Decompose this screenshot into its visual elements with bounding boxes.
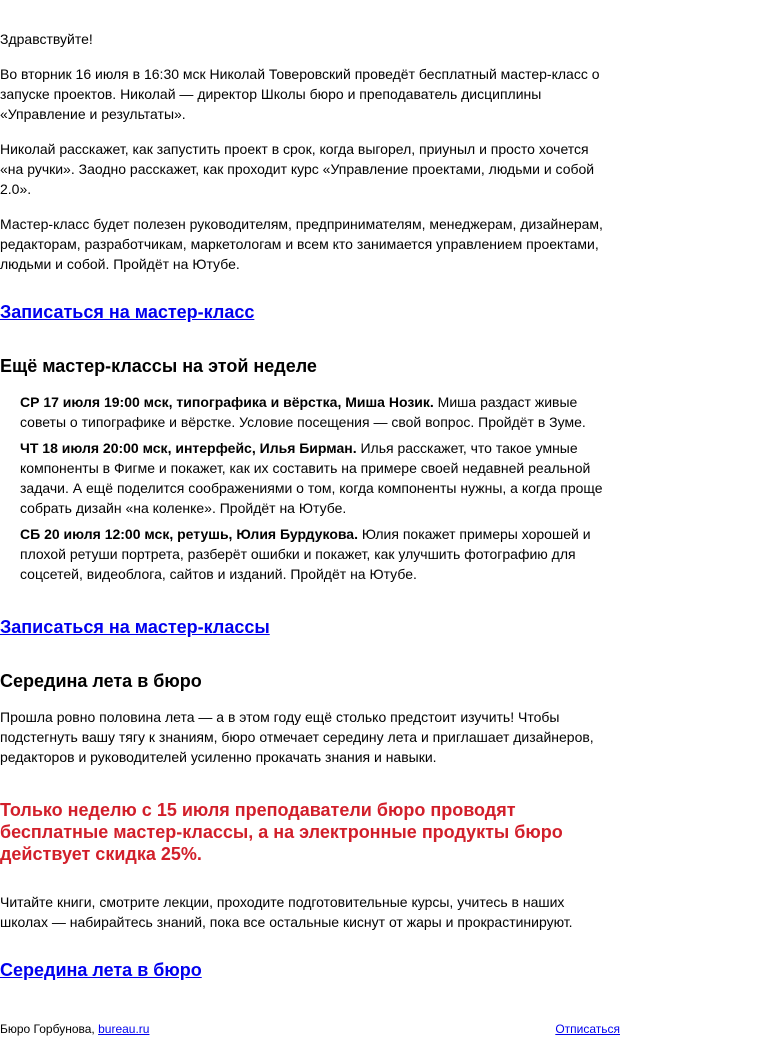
event-title: СБ 20 июля 12:00 мск, ретушь, Юлия Бурдукова. bbox=[20, 526, 358, 542]
footer-org: Бюро Горбунова, bbox=[0, 1022, 99, 1036]
unsubscribe-link[interactable]: Отписаться bbox=[555, 1022, 620, 1036]
site-link[interactable]: bureau.ru bbox=[98, 1022, 150, 1036]
intro-paragraph-3: Мастер-класс будет полезен руководителям, предпринимателям, менеджерам, дизайнерам, редакторам, разработчикам, маркетологам и всем кто занимается управлением проектами, людьми и собой. Пройдёт на Ютубе. bbox=[0, 216, 603, 272]
event-item bbox=[20, 392, 610, 432]
event-title: ЧТ 18 июля 20:00 мск, интерфейс, Илья Бирман. bbox=[20, 440, 357, 456]
summer-paragraph: Прошла ровно половина лета — а в этом году ещё столько предстоит изучить! Чтобы подстегнуть вашу тягу к знаниям, бюро отмечает середину лета и приглашает дизайнеров, редакторов и руководителей усиленно прокачать знания и навыки. bbox=[0, 709, 594, 765]
summer-heading: Середина лета в бюро bbox=[0, 671, 202, 691]
summer-paragraph-2: Читайте книги, смотрите лекции, проходите подготовительные курсы, учитесь в наших школах — набирайтесь знаний, пока все остальные киснут от жары и прокрастинируют. bbox=[0, 894, 573, 930]
signup-masterclasses-link[interactable]: Записаться на мастер-классы bbox=[0, 617, 270, 637]
signup-masterclass-link[interactable]: Записаться на мастер-класс bbox=[0, 302, 255, 322]
event-description: Илья расскажет, что такое умные компоненты в Фигме и покажет, как их составить на примере своей недавней реальной задачи. А ещё поделится соображениями о том, когда компоненты нужны, а когда проще собрать дизайн «на коленке». Пройдёт на Ютубе. bbox=[20, 440, 603, 516]
week-masterclasses-heading: Ещё мастер-классы на этой неделе bbox=[0, 356, 317, 376]
event-item bbox=[20, 524, 610, 584]
greeting: Здравствуйте! bbox=[0, 31, 93, 47]
event-description: Миша раздаст живые советы о типографике и вёрстке. Условие посещения — свой вопрос. Пройдёт в Зуме. bbox=[20, 394, 586, 430]
event-item bbox=[20, 438, 610, 518]
event-description: Юлия покажет примеры хорошей и плохой ретуши портрета, разберёт ошибки и покажет, как улучшить фотографию для соцсетей, видеоблога, сайтов и изданий. Пройдёт на Ютубе. bbox=[20, 526, 591, 582]
summer-link[interactable]: Середина лета в бюро bbox=[0, 960, 202, 980]
event-title: СР 17 июля 19:00 мск, типографика и вёрстка, Миша Нозик. bbox=[20, 394, 434, 410]
events-list bbox=[20, 392, 610, 590]
footer bbox=[0, 1021, 620, 1037]
promo-text: Только неделю с 15 июля преподаватели бюро проводят бесплатные мастер-классы, а на электронные продукты бюро действует скидка 25%. bbox=[0, 800, 563, 864]
intro-paragraph-2: Николай расскажет, как запустить проект в срок, когда выгорел, приуныл и просто хочется «на ручки». Заодно расскажет, как проходит курс «Управление проектами, людьми и собой 2.0». bbox=[0, 141, 595, 197]
intro-paragraph-1: Во вторник 16 июля в 16:30 мск Николай Товеровский проведёт бесплатный мастер-класс о запуске проектов. Николай — директор Школы бюро и преподаватель дисциплины «Управление и результаты». bbox=[0, 66, 600, 122]
